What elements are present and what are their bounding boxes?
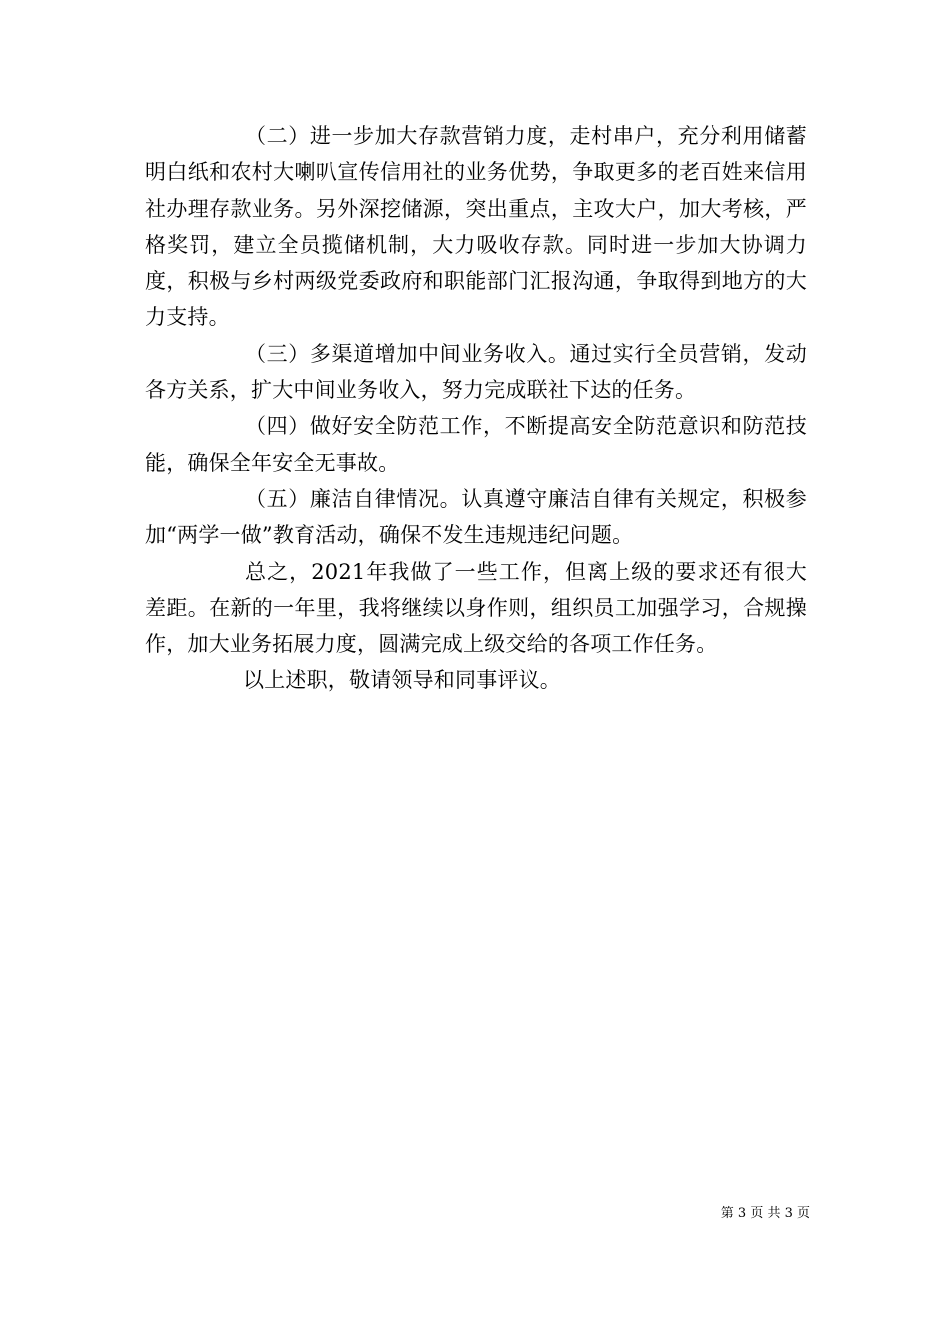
paragraph-deposit-marketing: （二）进一步加大存款营销力度，走村串户，充分利用储蓄明白纸和农村大喇叭宣传信用社的业务优势，争取更多的老百姓来信用社办理存款业务。另外深挖储源，突出重点，主攻大户，加大考核，严格奖罚，建立全员揽储机制，大力吸收存款。同时进一步加大协调力度，积极与乡村两级党委政府和职能部门汇报沟通，争取得到地方的大力支持。 bbox=[145, 124, 807, 330]
paragraph-safety: （四）做好安全防范工作，不断提高安全防范意识和防范技能，确保全年安全无事故。 bbox=[145, 414, 807, 475]
document-body bbox=[145, 118, 807, 699]
closing-line: 以上述职，敬请领导和同事评议。 bbox=[243, 668, 561, 693]
page-number-footer: 第 3 页 共 3 页 bbox=[720, 1206, 810, 1221]
paragraph-intermediate-income: （三）多渠道增加中间业务收入。通过实行全员营销，发动各方关系，扩大中间业务收入，努力完成联社下达的任务。 bbox=[145, 341, 807, 403]
paragraph-integrity: （五）廉洁自律情况。认真遵守廉洁自律有关规定，积极参加“两学一做”教育活动，确保不发生违规违纪问题。 bbox=[145, 486, 807, 548]
paragraph-summary: 总之，2021年我做了一些工作，但离上级的要求还有很大差距。在新的一年里，我将继续以身作则，组织员工加强学习，合规操作，加大业务拓展力度，圆满完成上级交给的各项工作任务。 bbox=[145, 559, 807, 657]
